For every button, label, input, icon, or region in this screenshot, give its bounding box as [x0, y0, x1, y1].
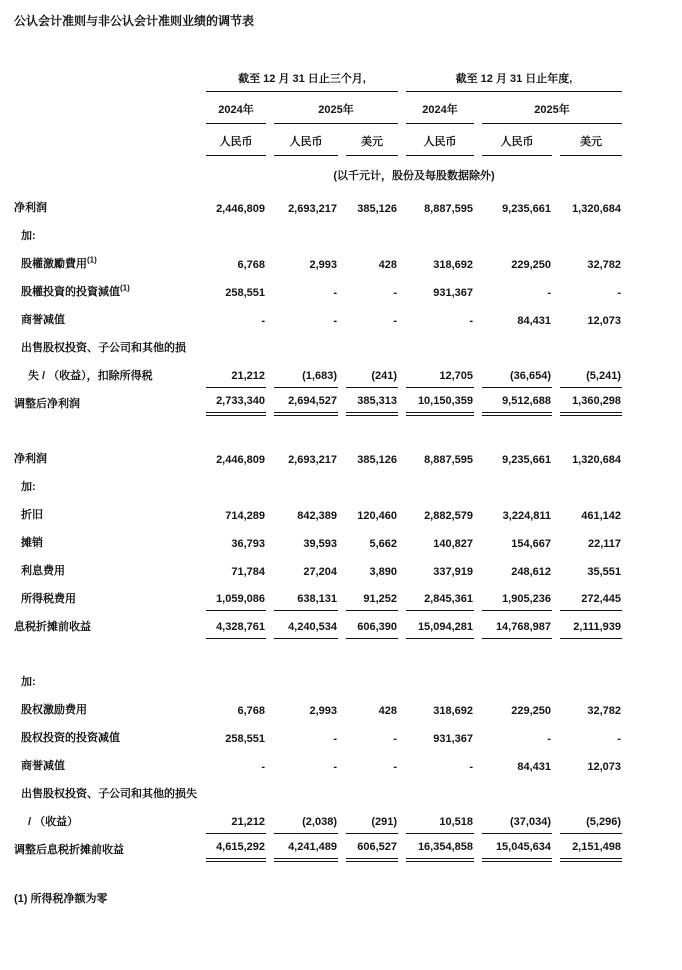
- row-label: 加:: [21, 676, 36, 688]
- value-cell: (1,683): [274, 360, 338, 388]
- row-label: 净利润: [14, 202, 47, 214]
- value-cell: 6,768: [237, 705, 265, 717]
- value-cell: -: [333, 315, 337, 327]
- empty-cell: [14, 156, 198, 192]
- currency-header: 人民币: [406, 124, 474, 156]
- value-cell: [346, 471, 398, 499]
- value-cell: 931,367: [433, 287, 473, 299]
- value-cell: [206, 220, 266, 248]
- row-label-cell: [14, 304, 198, 332]
- row-label-cell: [14, 778, 198, 806]
- table-row: [14, 722, 622, 750]
- table-row: [14, 471, 622, 499]
- value-cell: 9,512,688: [482, 388, 552, 416]
- value-cell: [560, 778, 622, 806]
- table-row: [14, 248, 622, 276]
- value-cell: 385,313: [346, 388, 398, 416]
- value-cell: 2,693,217: [288, 203, 337, 215]
- value-cell: 385,126: [357, 454, 397, 466]
- value-cell: (37,034): [482, 806, 552, 834]
- row-label-cell: [14, 694, 198, 722]
- value-cell: -: [393, 315, 397, 327]
- value-cell: 84,431: [517, 315, 551, 327]
- value-cell: [560, 639, 622, 694]
- value-cell: -: [469, 315, 473, 327]
- row-label-cell: [14, 332, 198, 360]
- row-label-cell: [14, 722, 198, 750]
- value-cell: -: [393, 733, 397, 745]
- currency-header: 美元: [346, 124, 398, 156]
- value-cell: 15,094,281: [406, 611, 474, 639]
- value-cell: 91,252: [346, 583, 398, 611]
- value-cell: 8,887,595: [424, 203, 473, 215]
- value-cell: [406, 220, 474, 248]
- year-header: 2024年: [206, 92, 266, 124]
- value-cell: 2,845,361: [406, 583, 474, 611]
- row-label: 股權激勵費用: [21, 258, 87, 270]
- value-cell: 337,919: [433, 566, 473, 578]
- year-header: 2025年: [482, 92, 622, 124]
- value-cell: 842,389: [297, 510, 337, 522]
- value-cell: 272,445: [560, 583, 622, 611]
- footnote-ref: (1): [120, 283, 130, 293]
- table-row: [14, 639, 622, 694]
- value-cell: 10,150,359: [406, 388, 474, 416]
- row-label-cell: [14, 583, 198, 611]
- value-cell: 606,527: [346, 834, 398, 862]
- table-row: [14, 555, 622, 583]
- row-label-cell: [14, 527, 198, 555]
- row-label: / （收益）: [28, 816, 79, 828]
- value-cell: 8,887,595: [424, 454, 473, 466]
- value-cell: 4,241,489: [274, 834, 338, 862]
- value-cell: [560, 220, 622, 248]
- value-cell: [482, 220, 552, 248]
- row-label: 折旧: [21, 509, 43, 521]
- table-row: [14, 778, 622, 806]
- row-label: 调整后息税折摊前收益: [14, 844, 124, 856]
- value-cell: [482, 778, 552, 806]
- table-row: [14, 806, 622, 834]
- value-cell: 1,905,236: [482, 583, 552, 611]
- value-cell: [274, 471, 338, 499]
- value-cell: -: [333, 733, 337, 745]
- row-label: 利息费用: [21, 565, 65, 577]
- value-cell: -: [261, 315, 265, 327]
- value-cell: 428: [378, 705, 397, 717]
- value-cell: 318,692: [433, 705, 473, 717]
- value-cell: [560, 332, 622, 360]
- table-row: [14, 834, 622, 862]
- value-cell: 638,131: [274, 583, 338, 611]
- value-cell: 606,390: [346, 611, 398, 639]
- row-label-cell: [14, 416, 198, 471]
- empty-cell: [14, 92, 198, 124]
- value-cell: (5,241): [560, 360, 622, 388]
- value-cell: 2,151,498: [560, 834, 622, 862]
- row-label: 摊销: [21, 537, 43, 549]
- table-row: [14, 694, 622, 722]
- value-cell: 32,782: [587, 705, 621, 717]
- value-cell: -: [547, 287, 551, 299]
- row-label-cell: [14, 360, 198, 388]
- value-cell: -: [617, 287, 621, 299]
- empty-cell: [14, 124, 198, 156]
- row-label: 股权激励费用: [21, 704, 87, 716]
- value-cell: 229,250: [511, 259, 551, 271]
- table-row: [14, 332, 622, 360]
- value-cell: 12,705: [406, 360, 474, 388]
- value-cell: 140,827: [433, 538, 473, 550]
- row-label: 出售股权投资、子公司和其他的损: [21, 342, 186, 354]
- value-cell: 2,993: [309, 705, 337, 717]
- value-cell: 714,289: [225, 510, 265, 522]
- value-cell: -: [469, 761, 473, 773]
- value-cell: 14,768,987: [482, 611, 552, 639]
- value-cell: 2,446,809: [216, 203, 265, 215]
- empty-corner-cell: [14, 70, 198, 92]
- value-cell: 2,733,340: [206, 388, 266, 416]
- row-label-cell: [14, 388, 198, 416]
- row-label: 商誉减值: [21, 760, 65, 772]
- value-cell: 21,212: [206, 806, 266, 834]
- value-cell: 120,460: [357, 510, 397, 522]
- table-row: [14, 304, 622, 332]
- currency-header: 美元: [560, 124, 622, 156]
- value-cell: 22,117: [587, 538, 621, 550]
- value-cell: 5,662: [369, 538, 397, 550]
- value-cell: 27,204: [303, 566, 337, 578]
- value-cell: [206, 332, 266, 360]
- table-row: [14, 192, 622, 220]
- row-label: 净利润: [14, 453, 47, 465]
- value-cell: 258,551: [225, 287, 265, 299]
- value-cell: [406, 471, 474, 499]
- value-cell: [482, 471, 552, 499]
- row-label-cell: [14, 834, 198, 862]
- row-label: 股权投资的投资减值: [21, 732, 120, 744]
- row-label-cell: [14, 248, 198, 276]
- table-row: [14, 499, 622, 527]
- value-cell: [206, 778, 266, 806]
- row-label-cell: [14, 276, 198, 304]
- value-cell: 428: [378, 259, 397, 271]
- value-cell: -: [547, 733, 551, 745]
- value-cell: 36,793: [231, 538, 265, 550]
- value-cell: 1,059,086: [206, 583, 266, 611]
- value-cell: -: [333, 761, 337, 773]
- value-cell: [406, 332, 474, 360]
- unit-note-row: [14, 156, 622, 192]
- row-label-cell: [14, 220, 198, 248]
- value-cell: 385,126: [357, 203, 397, 215]
- row-label-cell: [14, 639, 198, 694]
- value-cell: 9,235,661: [502, 454, 551, 466]
- value-cell: 2,694,527: [274, 388, 338, 416]
- value-cell: 12,073: [587, 315, 621, 327]
- value-cell: [346, 639, 398, 694]
- value-cell: 2,882,579: [424, 510, 473, 522]
- value-cell: [346, 332, 398, 360]
- value-cell: -: [261, 761, 265, 773]
- row-label: 息税折摊前收益: [14, 621, 91, 633]
- value-cell: [482, 332, 552, 360]
- value-cell: 4,328,761: [206, 611, 266, 639]
- value-cell: [274, 778, 338, 806]
- value-cell: 12,073: [587, 761, 621, 773]
- row-label: 调整后净利润: [14, 398, 80, 410]
- row-label: 股權投資的投資減值: [21, 286, 120, 298]
- table-row: [14, 611, 622, 639]
- row-label-cell: [14, 611, 198, 639]
- footnote-ref: (1): [87, 255, 97, 265]
- row-label-cell: [14, 806, 198, 834]
- value-cell: 1,320,684: [572, 454, 621, 466]
- value-cell: -: [617, 733, 621, 745]
- currency-header: 人民币: [206, 124, 266, 156]
- value-cell: 248,612: [511, 566, 551, 578]
- table-row: [14, 750, 622, 778]
- value-cell: 229,250: [511, 705, 551, 717]
- value-cell: -: [393, 287, 397, 299]
- table-row: [14, 583, 622, 611]
- value-cell: 3,890: [369, 566, 397, 578]
- table-row: [14, 360, 622, 388]
- value-cell: 16,354,858: [406, 834, 474, 862]
- value-cell: -: [333, 287, 337, 299]
- table-row: [14, 416, 622, 471]
- value-cell: [346, 220, 398, 248]
- currency-header: 人民币: [482, 124, 552, 156]
- table-row: [14, 527, 622, 555]
- value-cell: 39,593: [303, 538, 337, 550]
- value-cell: 318,692: [433, 259, 473, 271]
- row-label: 失 / （收益），扣除所得税: [28, 370, 153, 382]
- table-body: [14, 192, 622, 862]
- value-cell: 4,615,292: [206, 834, 266, 862]
- row-label-cell: [14, 471, 198, 499]
- value-cell: 2,993: [309, 259, 337, 271]
- value-cell: 32,782: [587, 259, 621, 271]
- value-cell: 71,784: [231, 566, 265, 578]
- year-header-row: [14, 92, 622, 124]
- value-cell: 35,551: [587, 566, 621, 578]
- value-cell: [274, 639, 338, 694]
- row-label-cell: [14, 750, 198, 778]
- row-label-cell: [14, 555, 198, 583]
- value-cell: 461,142: [581, 510, 621, 522]
- footnote: (1) 所得税净额为零: [14, 893, 108, 905]
- value-cell: [406, 639, 474, 694]
- value-cell: 258,551: [225, 733, 265, 745]
- group-header-row: [14, 70, 622, 92]
- value-cell: 1,320,684: [572, 203, 621, 215]
- value-cell: 2,446,809: [216, 454, 265, 466]
- row-label: 加:: [21, 481, 36, 493]
- value-cell: 10,518: [406, 806, 474, 834]
- row-label: 出售股权投资、子公司和其他的损失: [21, 788, 197, 800]
- value-cell: (291): [346, 806, 398, 834]
- value-cell: (5,296): [560, 806, 622, 834]
- value-cell: [560, 471, 622, 499]
- table-row: [14, 388, 622, 416]
- row-label: 所得税费用: [21, 593, 76, 605]
- column-group-header-year: 截至 12 月 31 日止年度,: [406, 70, 622, 92]
- value-cell: 21,212: [206, 360, 266, 388]
- row-label: 加:: [21, 230, 36, 242]
- value-cell: [206, 471, 266, 499]
- currency-header-row: [14, 124, 622, 156]
- table-row: [14, 276, 622, 304]
- value-cell: 15,045,634: [482, 834, 552, 862]
- value-cell: 84,431: [517, 761, 551, 773]
- value-cell: (2,038): [274, 806, 338, 834]
- value-cell: (36,654): [482, 360, 552, 388]
- value-cell: (241): [346, 360, 398, 388]
- value-cell: [406, 778, 474, 806]
- table-row: [14, 220, 622, 248]
- value-cell: 1,360,298: [560, 388, 622, 416]
- row-label-cell: [14, 192, 198, 220]
- reconciliation-table: [6, 70, 630, 862]
- value-cell: -: [393, 761, 397, 773]
- value-cell: 2,111,939: [560, 611, 622, 639]
- value-cell: 931,367: [433, 733, 473, 745]
- value-cell: [346, 778, 398, 806]
- row-label: 商誉减值: [21, 314, 65, 326]
- value-cell: 9,235,661: [502, 203, 551, 215]
- year-header: 2025年: [274, 92, 398, 124]
- value-cell: [206, 639, 266, 694]
- value-cell: [274, 332, 338, 360]
- value-cell: [274, 220, 338, 248]
- value-cell: 2,693,217: [288, 454, 337, 466]
- row-label-cell: [14, 499, 198, 527]
- year-header: 2024年: [406, 92, 474, 124]
- unit-note: (以千元计，股份及每股数据除外): [333, 170, 495, 182]
- value-cell: 154,667: [511, 538, 551, 550]
- value-cell: 3,224,811: [502, 510, 551, 522]
- page-title: 公认会计准则与非公认会计准则业绩的调节表: [14, 14, 255, 28]
- value-cell: [482, 639, 552, 694]
- value-cell: 4,240,534: [274, 611, 338, 639]
- value-cell: 6,768: [237, 259, 265, 271]
- column-group-header-three-months: 截至 12 月 31 日止三个月,: [206, 70, 398, 92]
- currency-header: 人民币: [274, 124, 338, 156]
